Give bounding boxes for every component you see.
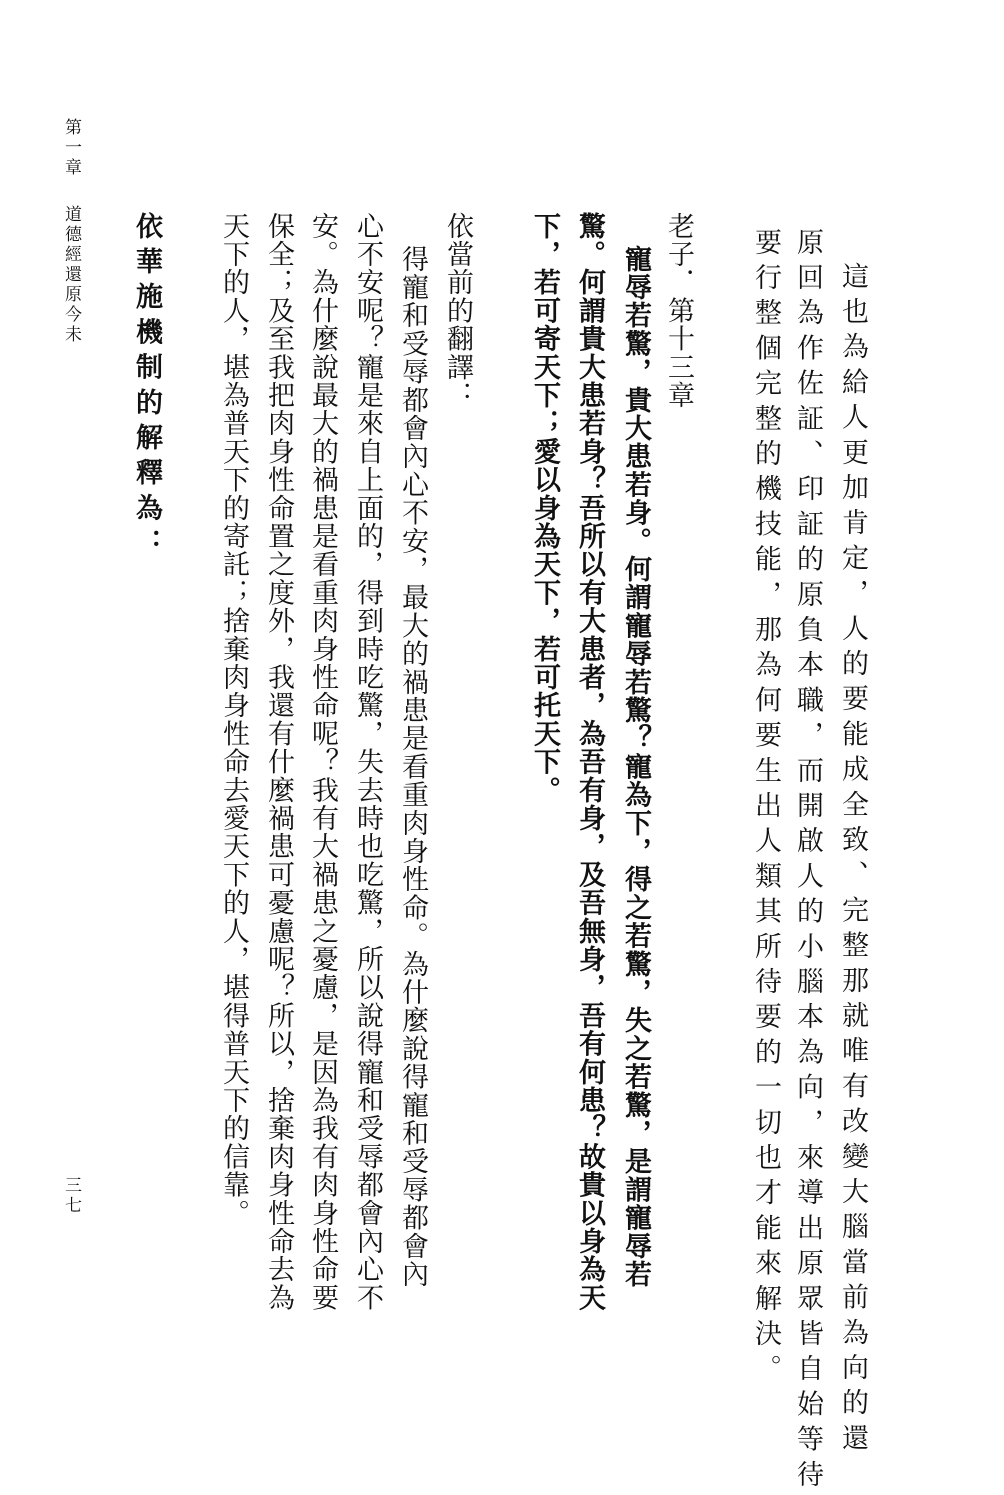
huashi-heading: 依華施機制的解釋為：	[131, 212, 162, 564]
laozi-chapter-heading: 老子．第十三章	[663, 212, 694, 410]
page-number: 三七	[61, 1176, 81, 1216]
chapter-label: 第一章	[61, 118, 81, 178]
translation-heading: 依當前的翻譯：	[442, 212, 473, 410]
paragraph-line: 原回為作佐証、印証的原負本職，而開啟人的小腦本為向，來導出原眾皆自始等待	[792, 228, 823, 1495]
paragraph-line: 要行整個完整的機技能，那為何要生出人類其所待要的一切也才能來解決。	[750, 228, 781, 1390]
paragraph-line: 這也為給人更加肯定，人的要能成全致、完整那就唯有改變大腦當前為向的還	[837, 262, 868, 1459]
book-title: 道德經還原今未	[61, 205, 81, 345]
scripture-line: 驚。何謂貴大患若身？吾所以有大患者，為吾有身，及吾無身，吾有何患？故貴以身為天	[574, 212, 605, 1312]
translation-line: 心不安呢？寵是來自上面的，得到時吃驚，失去時也吃驚，所以說得寵和受辱都會內心不	[352, 212, 383, 1312]
translation-line: 安。為什麼說最大的禍患是看重肉身性命呢？我有大禍患之憂慮，是因為我有肉身性命要	[307, 212, 338, 1312]
scripture-line: 寵辱若驚，貴大患若身。何謂寵辱若驚？寵為下，得之若驚，失之若驚，是謂寵辱若	[620, 245, 651, 1289]
translation-line: 天下的人，堪為普天下的寄託；捨棄肉身性命去愛天下的人，堪得普天下的信靠。	[218, 212, 249, 1228]
scripture-line: 下，若可寄天下；愛以身為天下，若可托天下。	[529, 212, 560, 805]
translation-line: 保全；及至我把肉身性命置之度外，我還有什麼禍患可憂慮呢？所以，捨棄肉身性命去為	[263, 212, 294, 1312]
translation-line: 得寵和受辱都會內心不安，最大的禍患是看重肉身性命。為什麼說得寵和受辱都會內	[397, 245, 428, 1289]
